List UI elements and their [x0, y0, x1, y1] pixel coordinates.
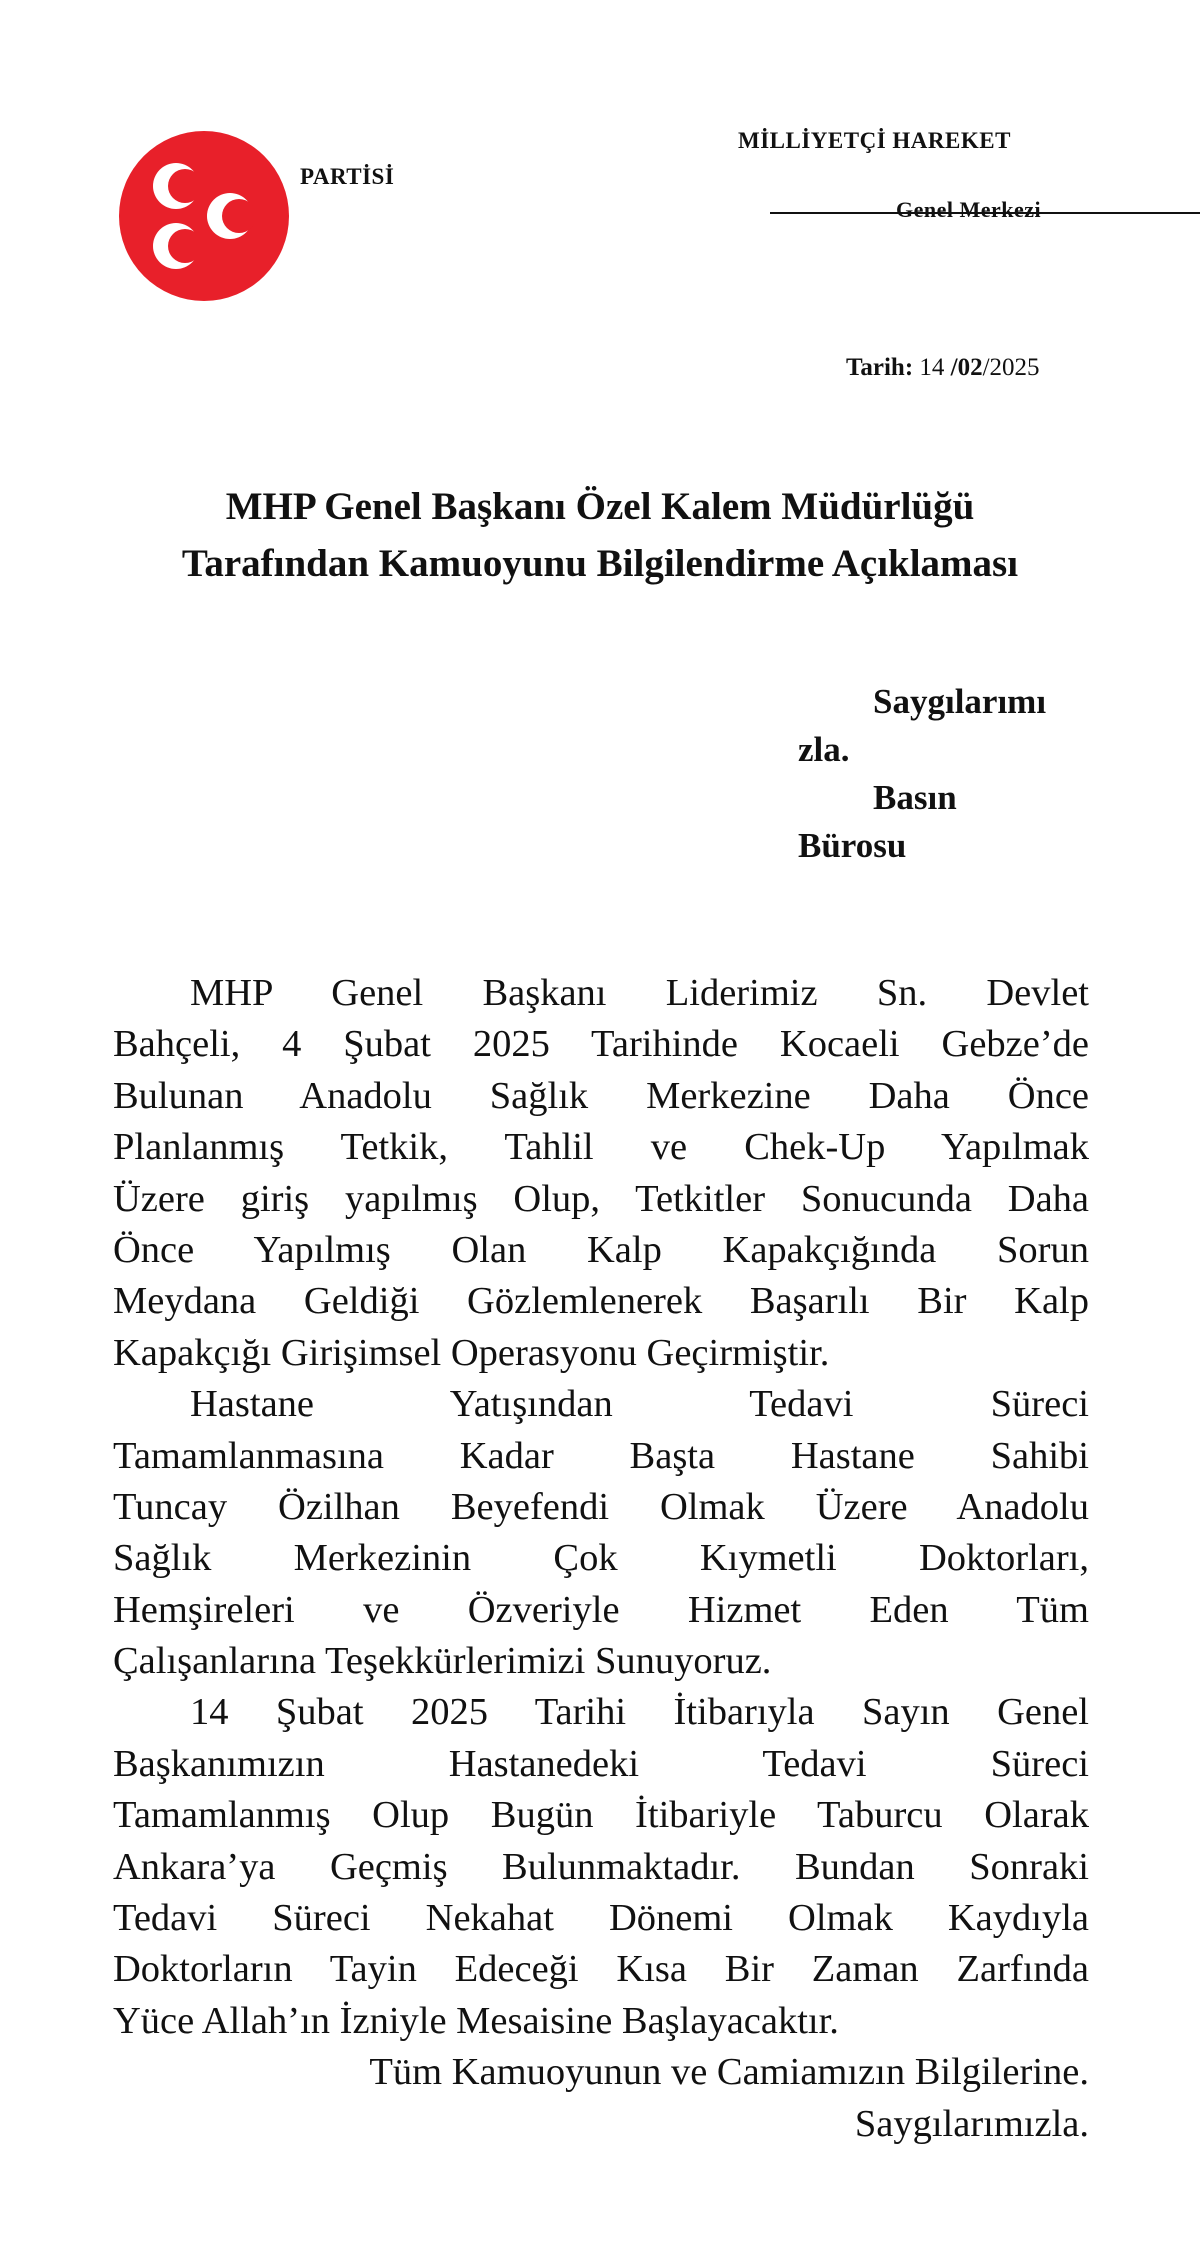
- body-line: Hastane Yatışından Tedavi Süreci: [190, 1383, 1089, 1426]
- body-line: Tamamlanmasına Kadar Başta Hastane Sahibi: [113, 1434, 1089, 1477]
- body-line: Ankara’ya Geçmiş Bulunmaktadır. Bundan Sonraki: [113, 1845, 1089, 1888]
- party-logo: [118, 130, 290, 302]
- party-name-left: PARTİSİ: [300, 164, 395, 189]
- body-line: Tuncay Özilhan Beyefendi Olmak Üzere Anadolu: [113, 1485, 1089, 1528]
- body-line: Hemşireleri ve Özveriyle Hizmet Eden Tüm: [113, 1588, 1089, 1631]
- body-line: Çalışanlarına Teşekkürlerimizi Sunuyoruz.: [113, 1640, 772, 1683]
- signoff-line-2: zla.: [798, 730, 850, 769]
- body-line: MHP Genel Başkanı Liderimiz Sn. Devlet: [190, 972, 1089, 1014]
- title-line-2: Tarafından Kamuoyunu Bilgilendirme Açıklaması: [181, 542, 1019, 585]
- body-line-closing: Tüm Kamuoyunun ve Camiamızın Bilgilerine.: [369, 2051, 1089, 2094]
- title-line-1: MHP Genel Başkanı Özel Kalem Müdürlüğü: [225, 485, 975, 528]
- body-line: Tedavi Süreci Nekahat Dönemi Olmak Kaydıyla: [113, 1897, 1089, 1940]
- date-month: 02: [957, 354, 983, 381]
- party-name-right: MİLLİYETÇİ HAREKET: [738, 128, 1011, 153]
- signoff-line-4: Bürosu: [798, 826, 907, 865]
- body-line: Başkanımızın Hastanedeki Tedavi Süreci: [113, 1742, 1089, 1785]
- date-year: /2025: [982, 354, 1040, 381]
- body-line: Önce Yapılmış Olan Kalp Kapakçığında Sorun: [113, 1228, 1089, 1271]
- body-line: Sağlık Merkezinin Çok Kıymetli Doktorları,: [113, 1537, 1089, 1580]
- statement-body: [113, 968, 1089, 2150]
- signoff-line-1: Saygılarımı: [873, 682, 1047, 721]
- body-line: Bulunan Anadolu Sağlık Merkezine Daha Önce: [113, 1074, 1089, 1117]
- body-line: Bahçeli, 4 Şubat 2025 Tarihinde Kocaeli Gebze’de: [113, 1023, 1089, 1066]
- document-date: [846, 354, 1040, 382]
- signoff-line-3: Basın: [873, 778, 957, 817]
- office-name: Genel Merkezi: [896, 197, 1042, 222]
- document-title: [0, 478, 1200, 592]
- date-label: Tarih:: [846, 354, 914, 381]
- body-line: 14 Şubat 2025 Tarihi İtibarıyla Sayın Genel: [190, 1691, 1089, 1734]
- body-line-closing: Saygılarımızla.: [854, 2102, 1089, 2145]
- body-line: Tamamlanmış Olup Bugün İtibariyle Taburcu Olarak: [113, 1794, 1089, 1837]
- logo-red-disc: [119, 131, 289, 301]
- body-line: Planlanmış Tetkik, Tahlil ve Chek-Up Yapılmak: [113, 1126, 1089, 1169]
- body-line: Yüce Allah’ın İzniyle Mesaisine Başlayacaktır.: [113, 1999, 839, 2042]
- date-sep1: /: [944, 354, 958, 381]
- body-line: Doktorların Tayin Edeceği Kısa Bir Zaman Zarfında: [113, 1948, 1089, 1991]
- body-line: Üzere giriş yapılmış Olup, Tetkitler Sonucunda Daha: [113, 1177, 1089, 1220]
- body-line: Kapakçığı Girişimsel Operasyonu Geçirmiştir.: [113, 1331, 830, 1374]
- date-day: 14: [919, 354, 945, 381]
- body-line: Meydana Geldiği Gözlemlenerek Başarılı Bir Kalp: [113, 1280, 1089, 1323]
